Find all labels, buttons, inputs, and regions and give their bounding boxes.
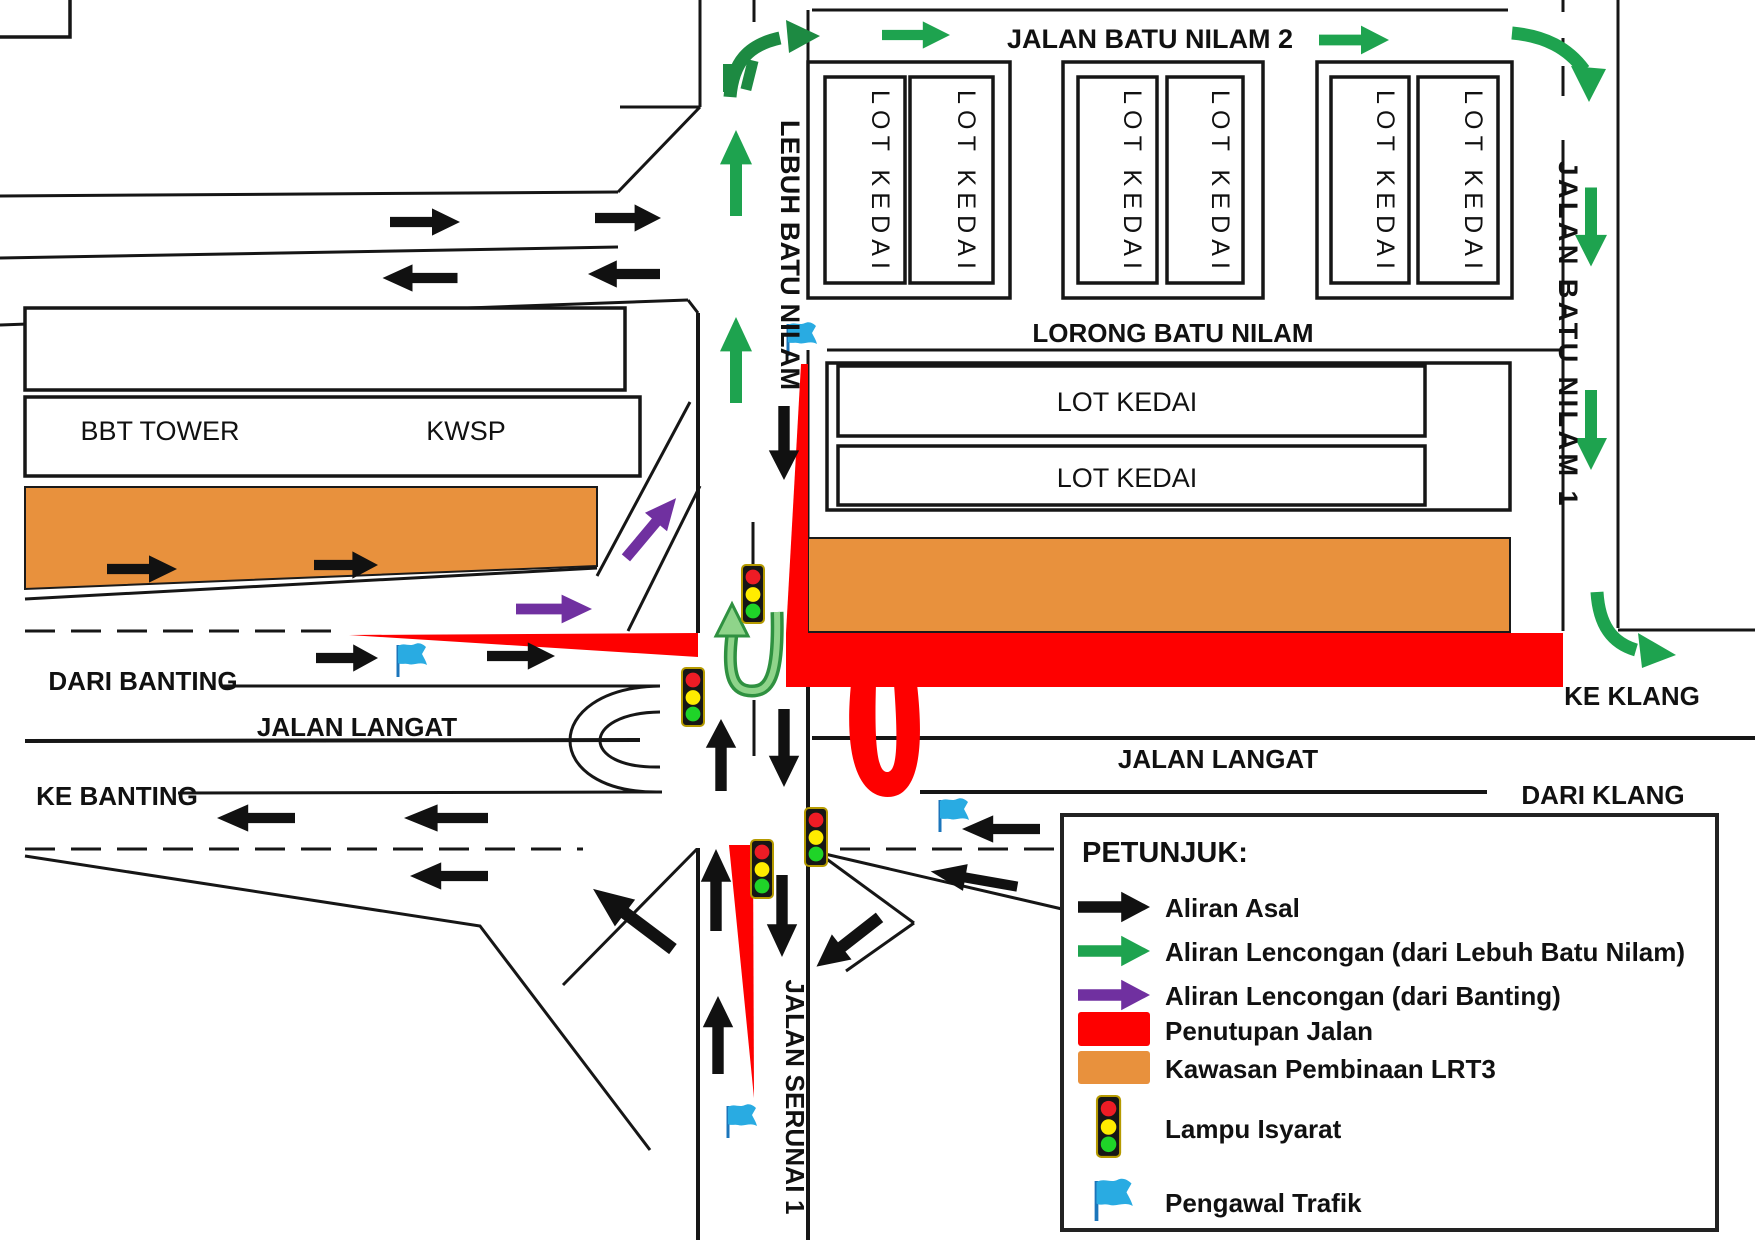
legend-box <box>1062 815 1717 1230</box>
flag-icon <box>398 643 427 677</box>
label-dari-klang: DARI KLANG <box>1521 780 1685 810</box>
corner-building <box>0 0 70 37</box>
flow-arrow-black <box>383 264 458 291</box>
flow-arrow-green <box>1319 26 1389 55</box>
green-curve-topright-head <box>1571 66 1606 102</box>
building-strip <box>25 308 625 390</box>
legend-traffic-light-icon <box>1097 1096 1120 1157</box>
flow-arrow-black <box>928 858 1019 900</box>
closure-lebuh-sliver <box>786 364 808 633</box>
label-lot-kedai: LOT KEDAI <box>1118 90 1146 270</box>
flow-arrow-black <box>217 804 295 831</box>
flag-icon <box>728 1104 757 1138</box>
green-dash <box>723 64 733 92</box>
label-lot-kedai-row: LOT KEDAI <box>1056 387 1198 417</box>
traffic-light-icon <box>751 840 773 898</box>
label-ke-klang: KE KLANG <box>1564 681 1700 711</box>
label-lot-kedai-row: LOT KEDAI <box>1056 463 1198 493</box>
legend-item-label: Kawasan Pembinaan LRT3 <box>1165 1054 1496 1084</box>
flow-arrow-purple <box>615 489 687 567</box>
closure-langat-bar <box>786 633 1563 687</box>
green-curve-keklang-head <box>1638 633 1676 668</box>
flow-arrow-black <box>410 862 488 889</box>
closure-uturn-loop <box>849 684 920 797</box>
legend-item-label: Lampu Isyarat <box>1165 1114 1342 1144</box>
label-lot-kedai: LOT KEDAI <box>952 90 980 270</box>
legend-orange-swatch <box>1078 1051 1150 1084</box>
label-lebuh-batu-nilam: LEBUH BATU NILAM <box>775 120 805 390</box>
flow-arrow-black <box>769 406 799 480</box>
flow-arrow-black <box>588 260 660 287</box>
traffic-light-icon <box>682 668 704 726</box>
label-jalan-batu-nilam-1: JALAN BATU NILAM 1 <box>1553 160 1583 506</box>
traffic-light-icon <box>742 565 764 623</box>
legend <box>1062 815 1717 1230</box>
flow-arrow-black <box>703 996 733 1074</box>
label-lot-kedai: LOT KEDAI <box>1459 90 1487 270</box>
flow-arrow-green <box>882 21 950 48</box>
legend-item-label: Aliran Lencongan (dari Lebuh Batu Nilam) <box>1165 937 1686 967</box>
flag-icon <box>940 798 969 832</box>
flow-arrow-black <box>769 709 799 787</box>
legend-title: PETUNJUK: <box>1082 837 1248 869</box>
label-lot-kedai: LOT KEDAI <box>1206 90 1234 270</box>
flow-arrow-black <box>962 815 1040 842</box>
flow-arrow-black <box>390 208 460 235</box>
legend-red-swatch <box>1078 1012 1150 1046</box>
legend-item-label: Penutupan Jalan <box>1165 1016 1374 1046</box>
label-lot-kedai: LOT KEDAI <box>1371 90 1399 270</box>
label-lot-kedai: LOT KEDAI <box>866 90 894 270</box>
label-bbt-tower: BBT TOWER <box>80 416 240 446</box>
flow-arrow-purple <box>516 595 592 624</box>
legend-item-label: Pengawal Trafik <box>1165 1188 1362 1218</box>
flow-arrow-black <box>701 849 731 931</box>
traffic-light-icon <box>805 808 827 866</box>
label-jalan-batu-nilam-2: JALAN BATU NILAM 2 <box>1007 24 1293 54</box>
flow-arrow-green <box>720 317 752 403</box>
label-jalan-serunai-1: JALAN SERUNAI 1 <box>780 979 810 1215</box>
lrt3-zone-east <box>808 538 1510 632</box>
green-curve-topright <box>1512 33 1584 70</box>
legend-item-label: Aliran Asal <box>1165 893 1300 923</box>
label-kwsp: KWSP <box>426 416 506 446</box>
flow-arrow-black <box>595 204 661 231</box>
label-dari-banting: DARI BANTING <box>48 666 238 696</box>
label-ke-banting: KE BANTING <box>36 781 198 811</box>
label-jalan-langat-east: JALAN LANGAT <box>1117 744 1319 774</box>
green-curve-topleft-head <box>786 20 820 53</box>
flow-arrow-black <box>404 804 488 831</box>
buildings <box>25 62 1512 510</box>
flow-arrow-green <box>720 130 752 216</box>
legend-item-label: Aliran Lencongan (dari Banting) <box>1165 981 1561 1011</box>
flow-arrow-black <box>316 644 378 671</box>
flow-arrow-black <box>706 719 736 791</box>
label-jalan-langat-west: JALAN LANGAT <box>256 712 458 742</box>
label-lorong-batu-nilam: LORONG BATU NILAM <box>1032 318 1314 348</box>
